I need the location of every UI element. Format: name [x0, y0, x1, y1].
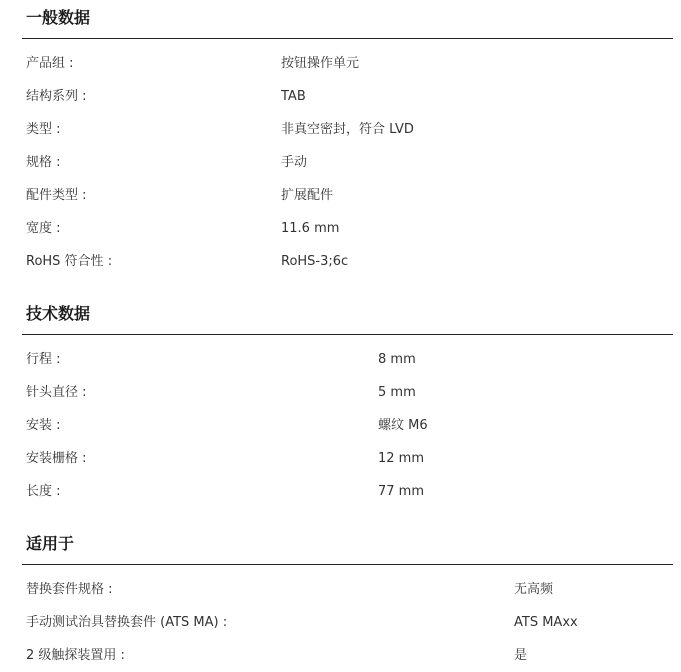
- spec-row-spec: [22, 153, 673, 173]
- spec-value: TAB: [281, 89, 306, 104]
- spec-label: 规格 :: [26, 155, 61, 170]
- spec-label: 长度 :: [26, 484, 61, 499]
- spec-label: 安装栅格 :: [26, 451, 87, 466]
- spec-row-type: [22, 120, 673, 140]
- spec-value: 螺纹 M6: [378, 418, 428, 433]
- spec-row-mounting-grid: [22, 449, 673, 469]
- spec-value: 按钮操作单元: [281, 56, 360, 71]
- spec-value: 11.6 mm: [281, 221, 340, 236]
- spec-row-product-group: [22, 54, 673, 74]
- spec-value: 12 mm: [378, 451, 425, 466]
- spec-row-mounting: [22, 416, 673, 436]
- spec-label: 宽度 :: [26, 221, 61, 236]
- spec-label: 产品组 :: [26, 56, 74, 71]
- spec-label: 手动测试治具替换套件 (ATS MA) :: [26, 615, 228, 630]
- spec-row-ats-ma-kit: [22, 613, 673, 633]
- spec-value: 手动: [281, 155, 308, 170]
- spec-row-pin-diameter: [22, 383, 673, 403]
- spec-label: 结构系列 :: [26, 89, 87, 104]
- technical-data-heading: 技术数据: [26, 304, 91, 323]
- spec-label: 安装 :: [26, 418, 61, 433]
- spec-value: 无高频: [514, 582, 554, 597]
- spec-value: 8 mm: [378, 352, 416, 367]
- technical-data-divider: [22, 334, 673, 335]
- spec-label: 2 级触探装置用 :: [26, 648, 125, 663]
- spec-value: ATS MAxx: [514, 615, 578, 630]
- spec-row-two-stage-probe: [22, 646, 673, 666]
- spec-row-series: [22, 87, 673, 107]
- spec-value: 是: [514, 648, 528, 663]
- spec-row-replacement-kit-spec: [22, 580, 673, 600]
- spec-value: 77 mm: [378, 484, 425, 499]
- spec-row-length: [22, 482, 673, 502]
- general-data-heading: 一般数据: [26, 8, 91, 27]
- spec-label: RoHS 符合性 :: [26, 254, 113, 269]
- spec-row-width: [22, 219, 673, 239]
- spec-value: 5 mm: [378, 385, 416, 400]
- spec-row-accessory-type: [22, 186, 673, 206]
- spec-value: 扩展配件: [281, 188, 334, 203]
- spec-value: 非真空密封，符合 LVD: [281, 122, 414, 137]
- applies-to-divider: [22, 564, 673, 565]
- spec-value: RoHS-3;6c: [281, 254, 349, 269]
- spec-label: 类型 :: [26, 122, 61, 137]
- general-data-divider: [22, 38, 673, 39]
- spec-row-stroke: [22, 350, 673, 370]
- applies-to-heading: 适用于: [26, 534, 75, 553]
- spec-label: 针头直径 :: [26, 385, 87, 400]
- spec-label: 替换套件规格 :: [26, 582, 113, 597]
- spec-label: 行程 :: [26, 352, 61, 367]
- spec-label: 配件类型 :: [26, 188, 87, 203]
- spec-row-rohs: [22, 252, 673, 272]
